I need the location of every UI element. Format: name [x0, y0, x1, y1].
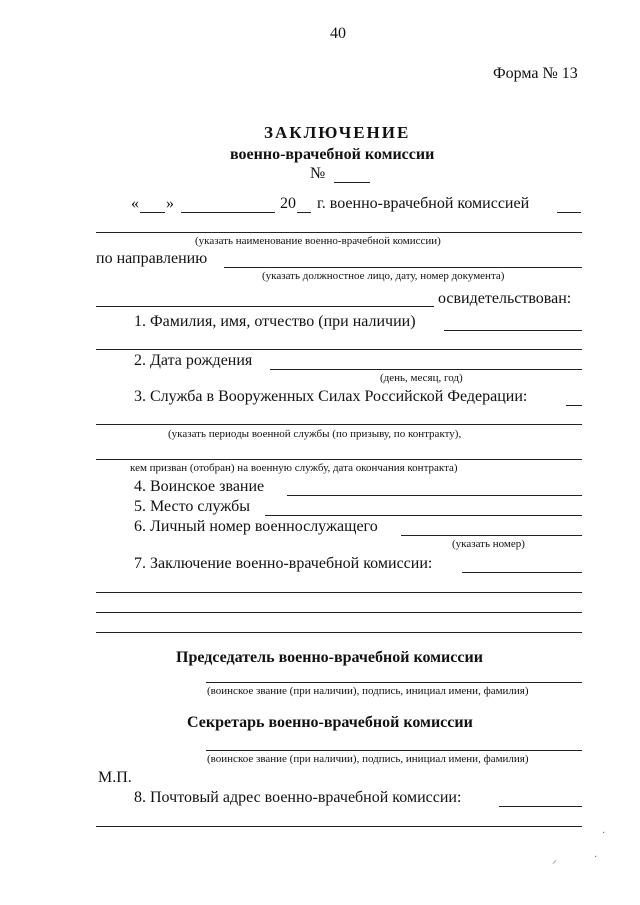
- service-periods-line[interactable]: [96, 424, 582, 425]
- item1-label: 1. Фамилия, имя, отчество (при наличии): [134, 313, 416, 330]
- quote-open: «: [131, 195, 139, 212]
- scan-speck: ⸝: [552, 855, 557, 866]
- document-subtitle: военно-врачебной комиссии: [230, 146, 435, 163]
- item1-line[interactable]: [444, 330, 582, 331]
- item7-label: 7. Заключение военно-врачебной комиссии:: [134, 555, 433, 572]
- item6-label: 6. Личный номер военнослужащего: [134, 518, 378, 535]
- item3-tail-line[interactable]: [566, 405, 582, 406]
- conclusion-line-3[interactable]: [96, 632, 582, 633]
- referral-line-2[interactable]: [96, 306, 434, 307]
- examined-label: освидетельствован:: [438, 290, 572, 307]
- item4-line[interactable]: [287, 495, 582, 496]
- item6-line[interactable]: [401, 535, 582, 536]
- year-line[interactable]: [297, 212, 311, 213]
- item5-label: 5. Место службы: [134, 498, 251, 515]
- conclusion-line-1[interactable]: [96, 592, 582, 593]
- commission-name-line[interactable]: [96, 232, 582, 233]
- item2-line[interactable]: [270, 369, 582, 370]
- hint-service-2: кем призван (отобран) на военную службу, дата окончания контракта): [130, 462, 458, 474]
- referral-label: по направлению: [96, 250, 208, 267]
- item8-label: 8. Почтовый адрес военно-врачебной комиссии:: [134, 789, 462, 806]
- chairman-hint: (воинское звание (при наличии), подпись, инициал имени, фамилия): [207, 685, 529, 697]
- page-number: 40: [330, 25, 346, 42]
- document-title: ЗАКЛЮЧЕНИЕ: [264, 123, 411, 142]
- chairman-title: Председатель военно-врачебной комиссии: [176, 649, 483, 666]
- secretary-signature-line[interactable]: [206, 750, 582, 751]
- referral-line[interactable]: [224, 267, 582, 268]
- conclusion-line-2[interactable]: [96, 612, 582, 613]
- service-periods-line-2[interactable]: [96, 459, 582, 460]
- scan-speck: ·: [602, 828, 606, 839]
- item8-line[interactable]: [499, 806, 582, 807]
- item7-line[interactable]: [462, 572, 582, 573]
- number-line[interactable]: [334, 182, 370, 183]
- quote-close: »: [166, 195, 174, 212]
- hint-referral: (указать должностное лицо, дату, номер документа): [262, 270, 505, 282]
- item5-line[interactable]: [265, 515, 582, 516]
- commission-tail-line[interactable]: [557, 212, 581, 213]
- commission-text: г. военно-врачебной комиссией: [317, 195, 530, 212]
- address-line[interactable]: [96, 826, 582, 827]
- year-prefix: 20: [280, 195, 296, 212]
- hint-number: (указать номер): [452, 538, 525, 550]
- item4-label: 4. Воинское звание: [134, 478, 265, 495]
- hint-birth: (день, месяц, год): [380, 372, 463, 384]
- scan-speck: ·: [594, 852, 598, 863]
- hint-commission-name: (указать наименование военно-врачебной комиссии): [195, 235, 441, 247]
- secretary-hint: (воинское звание (при наличии), подпись, инициал имени, фамилия): [207, 753, 529, 765]
- secretary-title: Секретарь военно-врачебной комиссии: [187, 714, 473, 731]
- form-label: Форма № 13: [493, 65, 578, 82]
- month-line[interactable]: [181, 212, 275, 213]
- item1-line-2[interactable]: [96, 349, 582, 350]
- item3-label: 3. Служба в Вооруженных Силах Российской Федерации:: [134, 388, 528, 405]
- chairman-signature-line[interactable]: [206, 682, 582, 683]
- number-label: №: [310, 165, 326, 182]
- day-line[interactable]: [140, 212, 165, 213]
- stamp-label: М.П.: [98, 769, 132, 786]
- hint-service-1: (указать периоды военной службы (по призыву, по контракту),: [168, 428, 462, 440]
- item2-label: 2. Дата рождения: [134, 352, 253, 369]
